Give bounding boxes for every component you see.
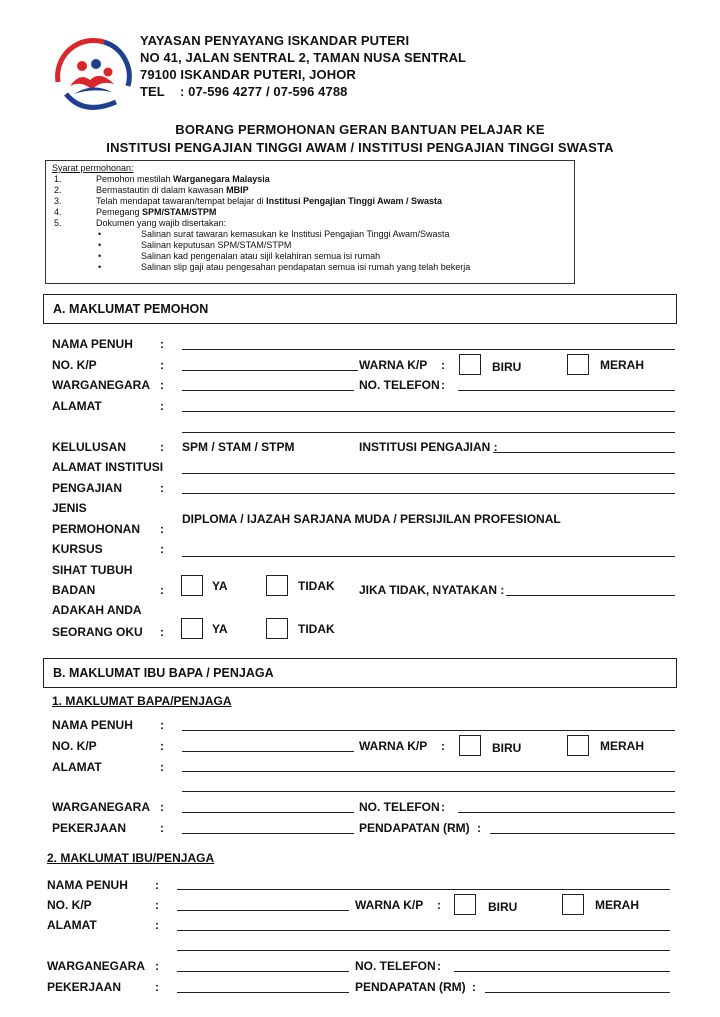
label-warna-kp: WARNA K/P <box>359 358 428 372</box>
oku-ya-checkbox[interactable] <box>181 618 203 639</box>
no-telefon-field[interactable] <box>458 390 675 391</box>
label-no-kp: NO. K/P <box>52 739 97 753</box>
req-num: 3. <box>54 196 62 206</box>
colon: : <box>155 878 159 892</box>
alamat-field-line2[interactable] <box>182 432 675 433</box>
ibu-biru-checkbox[interactable] <box>454 894 476 915</box>
ibu-pekerjaan-field[interactable] <box>177 992 349 993</box>
org-tel-value: : 07-596 4277 / 07-596 4788 <box>180 84 348 99</box>
colon: : <box>160 739 164 753</box>
colon: : <box>155 980 159 994</box>
bullet-icon: • <box>98 229 102 239</box>
label-ya: YA <box>212 579 228 593</box>
req-num: 4. <box>54 207 62 217</box>
org-name: YAYASAN PENYAYANG ISKANDAR PUTERI <box>140 33 410 48</box>
colon: : <box>155 898 159 912</box>
label-adakah-anda: ADAKAH ANDA <box>52 603 142 617</box>
colon: : <box>160 800 164 814</box>
label-biru: BIRU <box>492 741 522 755</box>
label-jenis: JENIS <box>52 501 87 515</box>
label-tidak: TIDAK <box>298 579 335 593</box>
requirements-heading: Syarat permohonan: <box>52 163 134 173</box>
label-no-telefon: NO. TELEFON <box>359 378 440 392</box>
colon: : <box>160 440 164 454</box>
biru-checkbox[interactable] <box>459 354 481 375</box>
subsection-bapa: 1. MAKLUMAT BAPA/PENJAGA <box>52 694 232 708</box>
ibu-alamat-field[interactable] <box>177 930 670 931</box>
label-no-kp: NO. K/P <box>52 358 97 372</box>
no-kp-field[interactable] <box>182 370 358 371</box>
label-warganegara: WARGANEGARA <box>52 800 150 814</box>
label-merah: MERAH <box>600 739 644 753</box>
bapa-warganegara-field[interactable] <box>182 812 354 813</box>
org-tel-label: TEL <box>140 84 165 99</box>
label-nama-penuh: NAMA PENUH <box>52 337 133 351</box>
colon: : <box>437 898 441 912</box>
subsection-ibu: 2. MAKLUMAT IBU/PENJAGA <box>47 851 215 865</box>
colon: : <box>477 821 481 835</box>
label-nama-penuh: NAMA PENUH <box>47 878 128 892</box>
colon: : <box>160 583 164 597</box>
req-doc: Salinan surat tawaran kemasukan ke Institusi Pengajian Tinggi Awam/Swasta <box>141 229 450 239</box>
alamat-institusi-field[interactable] <box>182 473 675 474</box>
colon: : <box>441 739 445 753</box>
bullet-icon: • <box>98 240 102 250</box>
label-kursus: KURSUS <box>52 542 103 556</box>
bullet-icon: • <box>98 251 102 261</box>
colon: : <box>160 542 164 556</box>
label-ya: YA <box>212 622 228 636</box>
form-title-line2: INSTITUSI PENGAJIAN TINGGI AWAM / INSTITUSI PENGAJIAN TINGGI SWASTA <box>106 140 614 155</box>
ibu-no-kp-field[interactable] <box>177 910 349 911</box>
ibu-pendapatan-field[interactable] <box>485 992 670 993</box>
req-num: 1. <box>54 174 62 184</box>
colon: : <box>160 625 164 639</box>
label-pendapatan: PENDAPATAN (RM) <box>359 821 470 835</box>
bullet-icon: • <box>98 262 102 272</box>
label-badan: BADAN <box>52 583 96 597</box>
colon: : <box>160 481 164 495</box>
jenis-permohonan-options[interactable]: DIPLOMA / IJAZAH SARJANA MUDA / PERSIJILAN PROFESIONAL <box>182 512 561 526</box>
label-no-telefon: NO. TELEFON <box>355 959 436 973</box>
label-warganegara: WARGANEGARA <box>47 959 145 973</box>
label-alamat: ALAMAT <box>47 918 97 932</box>
label-no-kp: NO. K/P <box>47 898 92 912</box>
org-address-line1: NO 41, JALAN SENTRAL 2, TAMAN NUSA SENTRAL <box>140 50 467 65</box>
label-no-telefon: NO. TELEFON <box>359 800 440 814</box>
bapa-alamat-field-line2[interactable] <box>182 791 675 792</box>
label-merah: MERAH <box>595 898 639 912</box>
form-title-line1: BORANG PERMOHONAN GERAN BANTUAN PELAJAR KE <box>175 122 545 137</box>
org-logo <box>44 30 136 122</box>
label-pekerjaan: PEKERJAAN <box>52 821 127 835</box>
colon: : <box>160 718 164 732</box>
ibu-nama-field[interactable] <box>177 889 670 890</box>
org-address-line2: 79100 ISKANDAR PUTERI, JOHOR <box>140 67 356 82</box>
requirements-box <box>45 160 575 284</box>
alamat-institusi-field-line2[interactable] <box>182 493 675 494</box>
label-alamat: ALAMAT <box>52 760 102 774</box>
label-jika-tidak: JIKA TIDAK, NYATAKAN : <box>359 583 505 597</box>
label-warna-kp: WARNA K/P <box>359 739 428 753</box>
colon: : <box>472 980 476 994</box>
bapa-nama-field[interactable] <box>182 730 675 731</box>
req-item: Telah mendapat tawaran/tempat belajar di Institusi Pengajian Tinggi Awam / Swasta <box>96 196 442 206</box>
label-pekerjaan: PEKERJAAN <box>47 980 122 994</box>
label-sihat-tubuh: SIHAT TUBUH <box>52 563 133 577</box>
label-nama-penuh: NAMA PENUH <box>52 718 133 732</box>
colon: : <box>155 959 159 973</box>
label-institusi-pengajian: INSTITUSI PENGAJIAN : <box>359 440 498 454</box>
label-pengajian: PENGAJIAN <box>52 481 123 495</box>
colon: : <box>160 760 164 774</box>
label-warna-kp: WARNA K/P <box>355 898 424 912</box>
colon: : <box>441 358 445 372</box>
bapa-merah-checkbox[interactable] <box>567 735 589 756</box>
oku-tidak-checkbox[interactable] <box>266 618 288 639</box>
alamat-field[interactable] <box>182 411 675 412</box>
colon: : <box>160 378 164 392</box>
bapa-biru-checkbox[interactable] <box>459 735 481 756</box>
req-doc: Salinan keputusan SPM/STAM/STPM <box>141 240 292 250</box>
req-item: Pemegang SPM/STAM/STPM <box>96 207 217 217</box>
colon: : <box>160 821 164 835</box>
req-item: Bermastautin di dalam kawasan MBIP <box>96 185 249 195</box>
colon: : <box>160 522 164 536</box>
ibu-no-telefon-field[interactable] <box>454 971 670 972</box>
ibu-merah-checkbox[interactable] <box>562 894 584 915</box>
label-tidak: TIDAK <box>298 622 335 636</box>
ibu-warganegara-field[interactable] <box>177 971 349 972</box>
bapa-no-kp-field[interactable] <box>182 751 354 752</box>
req-item: Pemohon mestilah Warganegara Malaysia <box>96 174 270 184</box>
req-doc: Salinan kad pengenalan atau sijil kelahiran semua isi rumah <box>141 251 381 261</box>
label-pendapatan: PENDAPATAN (RM) <box>355 980 466 994</box>
label-alamat: ALAMAT <box>52 399 102 413</box>
colon: : <box>155 918 159 932</box>
bapa-pekerjaan-field[interactable] <box>182 833 354 834</box>
nama-penuh-field[interactable] <box>182 349 675 350</box>
sihat-ya-checkbox[interactable] <box>181 575 203 596</box>
colon: : <box>160 337 164 351</box>
label-alamat-institusi: ALAMAT INSTITUSI <box>52 460 164 474</box>
bapa-alamat-field[interactable] <box>182 771 675 772</box>
colon: : <box>441 378 445 392</box>
bapa-no-telefon-field[interactable] <box>458 812 675 813</box>
kursus-field[interactable] <box>182 556 675 557</box>
colon: : <box>160 399 164 413</box>
kelulusan-options[interactable]: SPM / STAM / STPM <box>182 440 295 454</box>
warganegara-field[interactable] <box>182 390 354 391</box>
req-doc: Salinan slip gaji atau pengesahan pendapatan semua isi rumah yang telah bekerja <box>141 262 471 272</box>
label-warganegara: WARGANEGARA <box>52 378 150 392</box>
req-num: 5. <box>54 218 62 228</box>
label-seorang-oku: SEORANG OKU <box>52 625 143 639</box>
ibu-alamat-field-line2[interactable] <box>177 950 670 951</box>
institusi-pengajian-field[interactable] <box>493 452 675 453</box>
label-permohonan: PERMOHONAN <box>52 522 141 536</box>
label-merah: MERAH <box>600 358 644 372</box>
section-b-header: B. MAKLUMAT IBU BAPA / PENJAGA <box>43 658 677 688</box>
colon: : <box>160 358 164 372</box>
merah-checkbox[interactable] <box>567 354 589 375</box>
section-a-header: A. MAKLUMAT PEMOHON <box>43 294 677 324</box>
jika-tidak-field[interactable] <box>506 595 675 596</box>
req-item: Dokumen yang wajib disertakan: <box>96 218 227 228</box>
label-biru: BIRU <box>488 900 518 914</box>
bapa-pendapatan-field[interactable] <box>490 833 675 834</box>
req-num: 2. <box>54 185 62 195</box>
label-kelulusan: KELULUSAN <box>52 440 126 454</box>
colon: : <box>437 959 441 973</box>
label-biru: BIRU <box>492 360 522 374</box>
colon: : <box>441 800 445 814</box>
sihat-tidak-checkbox[interactable] <box>266 575 288 596</box>
